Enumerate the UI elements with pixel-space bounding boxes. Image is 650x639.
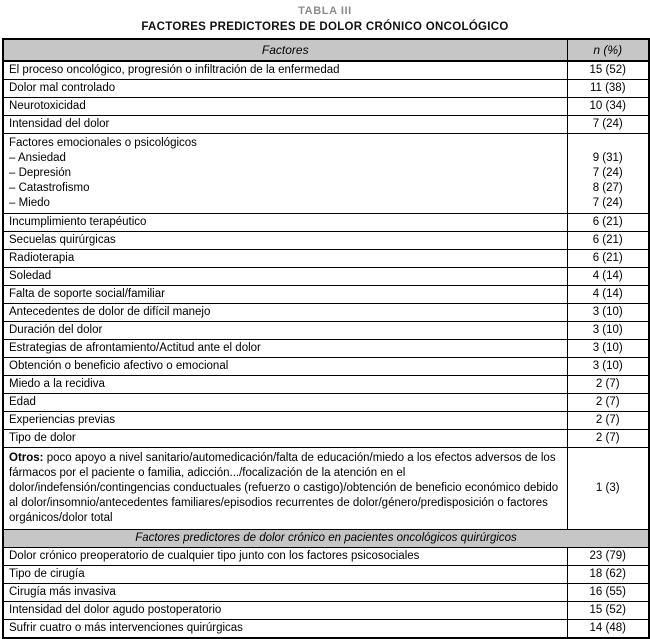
sub-item: – Miedo	[9, 197, 50, 209]
sub-item-value: 7 (24)	[592, 197, 623, 209]
factor-label: Edad	[3, 394, 567, 412]
table-row	[3, 566, 649, 584]
factor-label: Tipo de cirugía	[3, 566, 567, 584]
factor-value: 3 (10)	[567, 322, 649, 340]
column-header-n-pct: n (%)	[567, 39, 649, 61]
sub-item: – Ansiedad	[9, 152, 66, 164]
factor-label: Sufrir cuatro o más intervenciones quirúrgicas	[3, 620, 567, 639]
section-header-row	[3, 530, 649, 548]
factor-label: Radioterapia	[3, 250, 567, 268]
table-row	[3, 548, 649, 566]
factor-label: Intensidad del dolor agudo postoperatorio	[3, 602, 567, 620]
factor-label: Neurotoxicidad	[3, 98, 567, 116]
factor-value: 11 (38)	[567, 80, 649, 98]
emotional-factors-values	[567, 134, 649, 214]
factor-label: Dolor crónico preoperatorio de cualquier tipo junto con los factores psicosociales	[3, 548, 567, 566]
emotional-factors-cell	[3, 134, 567, 214]
factor-label: Intensidad del dolor	[3, 116, 567, 134]
otros-label: Otros:	[9, 452, 44, 464]
sub-item: – Depresión	[9, 167, 72, 179]
table-row	[3, 412, 649, 430]
group-label: Factores emocionales o psicológicos	[9, 137, 197, 149]
table-row	[3, 232, 649, 250]
column-header-factores: Factores	[3, 39, 567, 61]
factor-value: 4 (14)	[567, 286, 649, 304]
table-row	[3, 268, 649, 286]
sub-item-value: 9 (31)	[592, 152, 623, 164]
sub-item-value: 7 (24)	[592, 167, 623, 179]
factor-label: Antecedentes de dolor de difícil manejo	[3, 304, 567, 322]
factor-label: Estrategias de afrontamiento/Actitud ante el dolor	[3, 340, 567, 358]
factor-value: 15 (52)	[567, 61, 649, 80]
factor-label: Duración del dolor	[3, 322, 567, 340]
table-row	[3, 584, 649, 602]
factor-value: 6 (21)	[567, 214, 649, 232]
table-row	[3, 286, 649, 304]
table-row	[3, 620, 649, 639]
table-row	[3, 214, 649, 232]
factor-label: Obtención o beneficio afectivo o emocional	[3, 358, 567, 376]
otros-cell	[3, 448, 567, 530]
table-row	[3, 116, 649, 134]
factor-value: 6 (21)	[567, 250, 649, 268]
table-row-emotional-group	[3, 134, 649, 214]
table-row	[3, 322, 649, 340]
table-row	[3, 430, 649, 448]
factor-value: 7 (24)	[567, 116, 649, 134]
table-caption: FACTORES PREDICTORES DE DOLOR CRÓNICO ONCOLÓGICO	[141, 21, 509, 33]
factor-value: 6 (21)	[567, 232, 649, 250]
factor-value: 4 (14)	[567, 268, 649, 286]
factor-value: 3 (10)	[567, 304, 649, 322]
table-number: TABLA III	[298, 5, 352, 17]
table-row	[3, 304, 649, 322]
factor-label: Soledad	[3, 268, 567, 286]
table-row	[3, 340, 649, 358]
factor-value: 3 (10)	[567, 358, 649, 376]
factor-label: Tipo de dolor	[3, 430, 567, 448]
factor-label: Cirugía más invasiva	[3, 584, 567, 602]
table-title-block	[0, 0, 650, 33]
sub-item-value: 8 (27)	[592, 182, 623, 194]
table-row	[3, 358, 649, 376]
table-row	[3, 602, 649, 620]
table-row	[3, 80, 649, 98]
factor-label: Miedo a la recidiva	[3, 376, 567, 394]
factor-label: Dolor mal controlado	[3, 80, 567, 98]
factor-value: 3 (10)	[567, 340, 649, 358]
factor-label: Falta de soporte social/familiar	[3, 286, 567, 304]
sub-item: – Catastrofismo	[9, 182, 90, 194]
table-row-otros	[3, 448, 649, 530]
factor-label: Secuelas quirúrgicas	[3, 232, 567, 250]
factor-value: 2 (7)	[567, 412, 649, 430]
factor-label: Experiencias previas	[3, 412, 567, 430]
factor-value: 18 (62)	[567, 566, 649, 584]
table-row	[3, 376, 649, 394]
column-header-row	[3, 39, 649, 61]
sub-item-value-empty	[570, 136, 647, 151]
predictors-table	[2, 38, 650, 639]
factor-value: 2 (7)	[567, 430, 649, 448]
factor-value: 2 (7)	[567, 376, 649, 394]
factor-value: 23 (79)	[567, 548, 649, 566]
section-header-label: Factores predictores de dolor crónico en pacientes oncológicos quirúrgicos	[3, 530, 649, 548]
otros-value: 1 (3)	[567, 448, 649, 530]
table-row	[3, 394, 649, 412]
factor-label: El proceso oncológico, progresión o infiltración de la enfermedad	[3, 61, 567, 80]
factor-value: 16 (55)	[567, 584, 649, 602]
table-row	[3, 250, 649, 268]
factor-value: 14 (48)	[567, 620, 649, 639]
table-row	[3, 61, 649, 80]
factor-label: Incumplimiento terapéutico	[3, 214, 567, 232]
table-row	[3, 98, 649, 116]
factor-value: 15 (52)	[567, 602, 649, 620]
otros-text: poco apoyo a nivel sanitario/automedicación/falta de educación/miedo a los efectos adversos de los fármacos por el paciente o familia, adicción.../focalización de la atención en el dolor/indefensión/contingencias conductuales (refuerzo o castigo)/obtención de beneficio económico debido al dolor/insomnio/antecedentes familiares/episodios recurrentes de dolor/género/predisposición o factores orgánicos/dolor total	[9, 452, 559, 524]
factor-value: 2 (7)	[567, 394, 649, 412]
factor-value: 10 (34)	[567, 98, 649, 116]
